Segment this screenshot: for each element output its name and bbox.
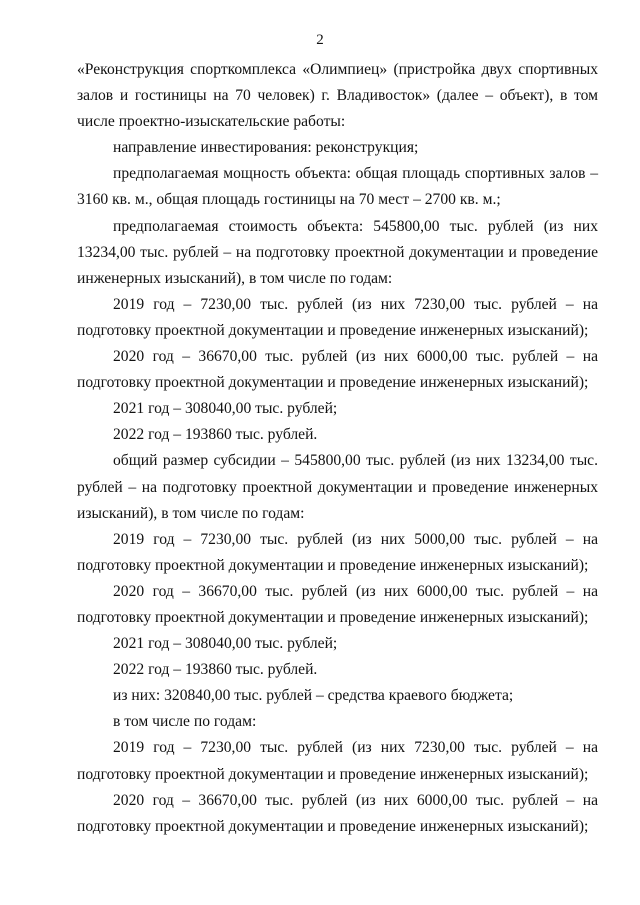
- paragraph: в том числе по годам:: [113, 713, 257, 731]
- paragraph: 2019 год – 7230,00 тыс. рублей (из них 5000,00 тыс. рублей – на подготовку проектной документации и проведение инженерных изысканий);: [77, 530, 598, 574]
- paragraph: 2019 год – 7230,00 тыс. рублей (из них 7230,00 тыс. рублей – на подготовку проектной документации и проведение инженерных изысканий);: [77, 739, 598, 783]
- paragraph: 2020 год – 36670,00 тыс. рублей (из них 6000,00 тыс. рублей – на подготовку проектной документации и проведение инженерных изысканий);: [77, 348, 598, 392]
- paragraph: 2021 год – 308040,00 тыс. рублей;: [113, 400, 338, 418]
- paragraph: предполагаемая мощность объекта: общая площадь спортивных залов – 3160 кв. м., общая площадь гостиницы на 70 мест – 2700 кв. м.;: [77, 165, 598, 209]
- page-number: 2: [316, 32, 324, 48]
- paragraph: 2020 год – 36670,00 тыс. рублей (из них 6000,00 тыс. рублей – на подготовку проектной документации и проведение инженерных изысканий);: [77, 791, 598, 835]
- document-body: [77, 57, 598, 840]
- paragraph: из них: 320840,00 тыс. рублей – средства краевого бюджета;: [113, 687, 514, 705]
- paragraph: 2019 год – 7230,00 тыс. рублей (из них 7230,00 тыс. рублей – на подготовку проектной документации и проведение инженерных изысканий);: [77, 295, 598, 339]
- paragraph: 2022 год – 193860 тыс. рублей.: [113, 661, 318, 679]
- paragraph: общий размер субсидии – 545800,00 тыс. рублей (из них 13234,00 тыс. рублей – на подготовку проектной документации и проведение инженерных изысканий), в том числе по годам:: [77, 452, 598, 522]
- paragraph: 2022 год – 193860 тыс. рублей.: [113, 426, 318, 444]
- paragraph: 2021 год – 308040,00 тыс. рублей;: [113, 635, 338, 653]
- paragraph: «Реконструкция спорткомплекса «Олимпиец» (пристройка двух спортивных залов и гостиницы на 70 человек) г. Владивосток» (далее – объект), в том числе проектно-изыскательские работы:: [77, 61, 598, 131]
- paragraph: направление инвестирования: реконструкция;: [113, 139, 419, 157]
- paragraph: предполагаемая стоимость объекта: 545800,00 тыс. рублей (из них 13234,00 тыс. рублей – на подготовку проектной документации и проведение инженерных изысканий), в том числе по годам:: [77, 217, 598, 287]
- paragraph: 2020 год – 36670,00 тыс. рублей (из них 6000,00 тыс. рублей – на подготовку проектной документации и проведение инженерных изысканий);: [77, 582, 598, 626]
